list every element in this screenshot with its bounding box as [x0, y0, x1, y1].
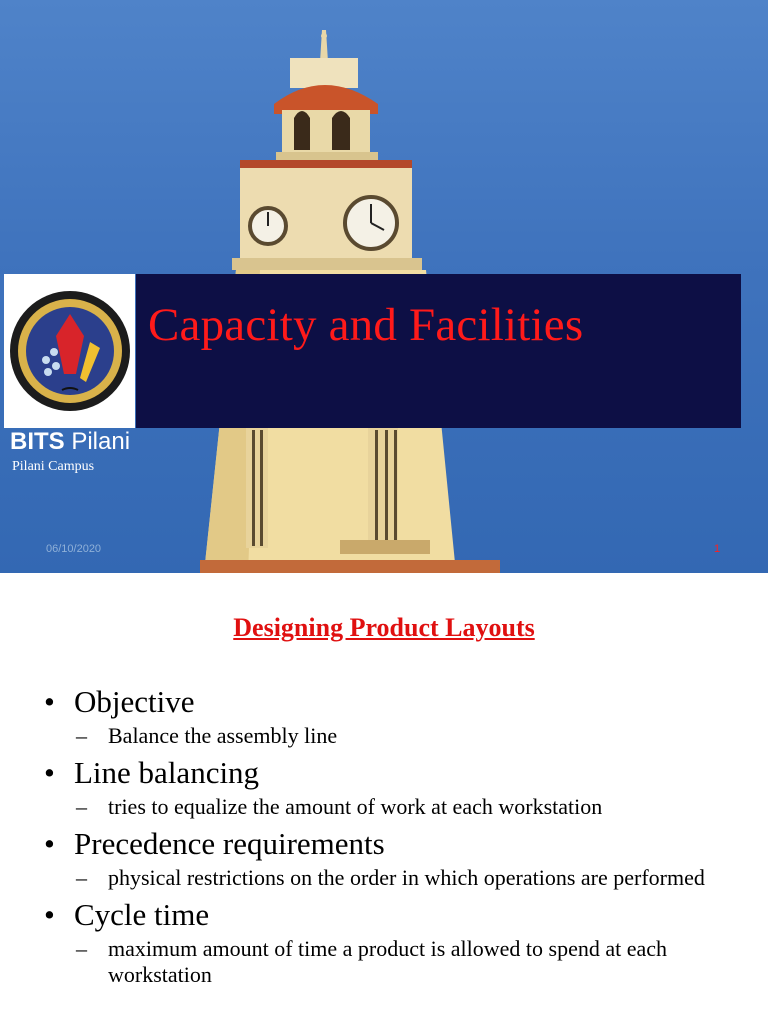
- bullet-mark: •: [44, 755, 55, 790]
- sub-bullet-text: tries to equalize the amount of work at each workstation: [108, 794, 603, 819]
- content-slide: [0, 573, 768, 1024]
- sub-bullet-text: Balance the assembly line: [108, 723, 338, 748]
- sub-bullet-mark: –: [76, 936, 87, 961]
- brand-name: [10, 428, 130, 456]
- sub-bullet-text: physical restrictions on the order in which operations are performed: [108, 865, 705, 890]
- sub-bullet-text: maximum amount of time a product is allowed to spend at each workstation: [108, 936, 668, 987]
- slide-number: 1: [714, 543, 721, 555]
- bullet-mark: •: [44, 684, 55, 719]
- bullet-text: Line balancing: [74, 755, 260, 790]
- bullet-text: Cycle time: [74, 897, 210, 932]
- bits-logo: [4, 274, 135, 428]
- brand-bold: BITS: [10, 428, 65, 455]
- bits-emblem-icon: [4, 274, 135, 428]
- slide-date: 06/10/2020: [46, 543, 102, 555]
- slide-title: Capacity and Facilities: [148, 299, 584, 351]
- bullet-text: Objective: [74, 684, 195, 719]
- bullet-list: [44, 683, 744, 993]
- bullet-mark: •: [44, 826, 55, 861]
- bullet-item: [44, 754, 744, 820]
- sub-bullet-mark: –: [76, 865, 87, 890]
- bullet-text: Precedence requirements: [74, 826, 385, 861]
- brand-rest: Pilani: [64, 428, 131, 455]
- sub-bullet-mark: –: [76, 794, 87, 819]
- bullet-item: [44, 683, 744, 749]
- slide-heading: Designing Product Layouts: [233, 613, 535, 642]
- bullet-mark: •: [44, 897, 55, 932]
- bullet-item: [44, 825, 744, 891]
- campus-label: Pilani Campus: [12, 459, 95, 474]
- sub-bullet-mark: –: [76, 723, 87, 748]
- bullet-item: [44, 896, 744, 988]
